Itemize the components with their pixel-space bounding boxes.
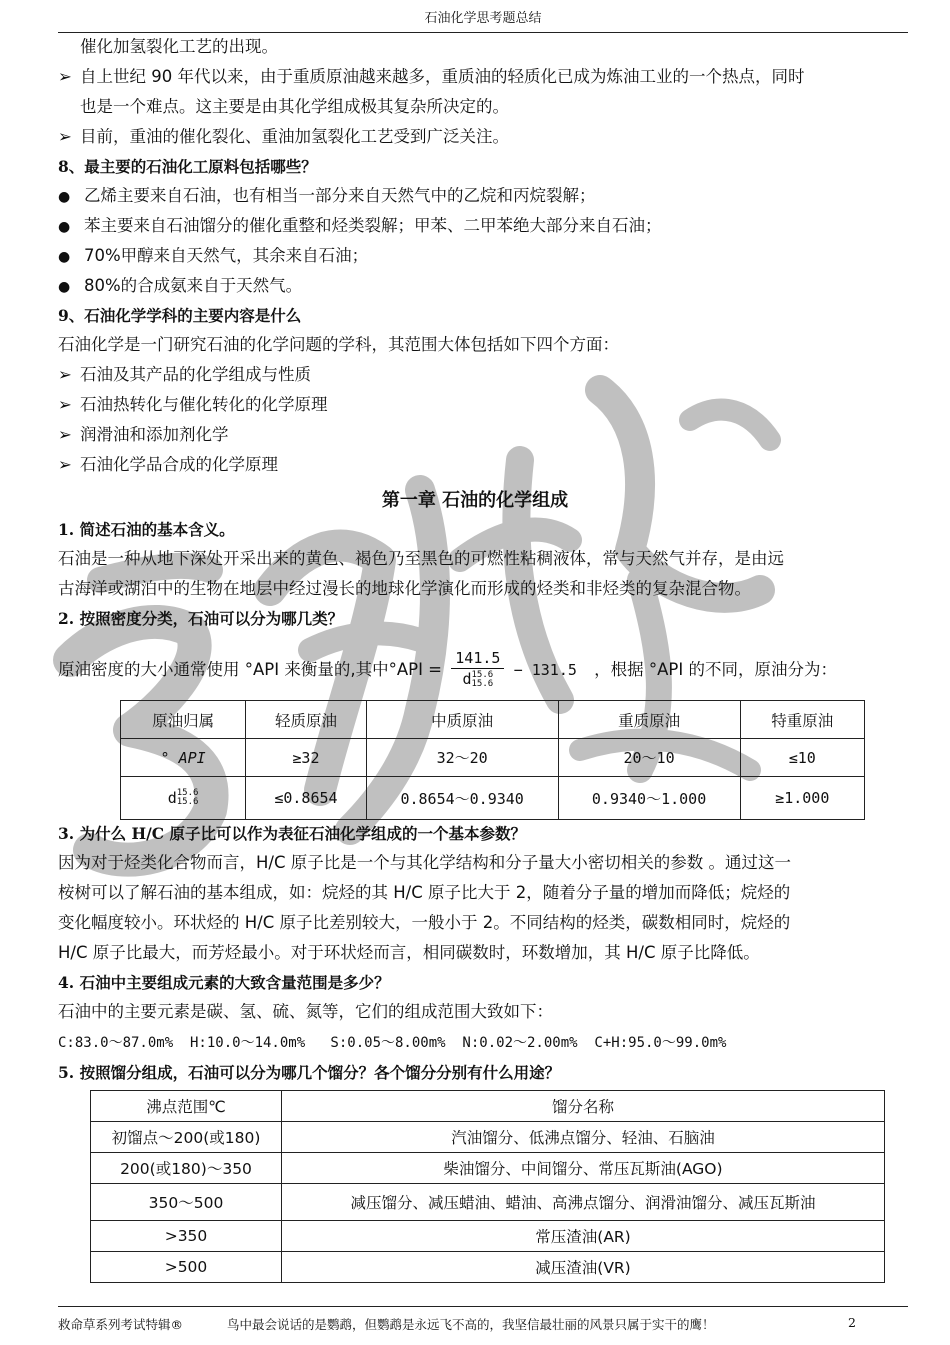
dot-item: ● 苯主要来自石油馏分的催化重整和烃类裂解；甲苯、二甲苯绝大部分来自石油；: [58, 215, 662, 238]
api-density-table: [120, 700, 865, 820]
arrow-bullet-icon: ➢: [58, 425, 72, 444]
bullet-item: ➢ 润滑油和添加剂化学: [58, 425, 229, 444]
arrow-bullet-icon: ➢: [58, 67, 72, 86]
paragraph: 石油是一种从地下深处开采出来的黄色、褐色乃至黑色的可燃性粘稠液体，常与天然气并存，是由远: [58, 549, 784, 568]
footer-motto: 鸟中最会说话的是鹦鹉，但鹦鹉是永远飞不高的，我坚信最壮丽的风景只属于实干的鹰！: [227, 1317, 715, 1332]
table-row: ° API ≥32 32～20 20～10 ≤10: [121, 739, 865, 777]
paragraph: 变化幅度较小。环状烃的 H/C 原子比差别较大，一般小于 2。不同结构的烃类，碳数相同时，烷烃的: [58, 913, 791, 932]
header-title: 石油化学思考题总结: [424, 11, 542, 26]
paragraph: 因为对于烃类化合物而言，H/C 原子比是一个与其化学结构和分子量大小密切相关的参数 。通过这一: [58, 853, 791, 872]
page-footer: [58, 1306, 908, 1333]
question-heading: 2. 按照密度分类，石油可以分为哪几类？: [58, 609, 344, 628]
footer-series: 救命草系列考试特辑®: [58, 1317, 184, 1332]
bullet-item: ➢ 目前，重油的催化裂化、重油加氢裂化工艺受到广泛关注。: [58, 127, 509, 146]
dot-bullet-icon: ●: [58, 219, 71, 235]
question-heading: 4. 石油中主要组成元素的大致含量范围是多少？: [58, 973, 390, 992]
dot-item: ● 乙烯主要来自石油，也有相当一部分来自天然气中的乙烷和丙烷裂解；: [58, 185, 596, 208]
chapter-title: 第一章 石油的化学组成: [381, 490, 569, 511]
dot-bullet-icon: ●: [58, 249, 71, 265]
bullet-item: ➢ 自上世纪 90 年代以来，由于重质原油越来越多，重质油的轻质化已成为炼油工业的一个热点，同时: [58, 67, 805, 86]
paragraph: H/C 原子比最大，而芳烃最小。对于环状烃而言，相同碳数时，环数增加，其 H/C 原子比降低。: [58, 943, 760, 962]
page-number: 2: [848, 1315, 856, 1330]
bullet-item: ➢ 石油及其产品的化学组成与性质: [58, 365, 311, 384]
arrow-bullet-icon: ➢: [58, 395, 72, 414]
fraction-table: [90, 1090, 885, 1283]
paragraph: 桉树可以了解石油的基本组成，如：烷烃的其 H/C 原子比大于 2，随着分子量的增加而降低；烷烃的: [58, 883, 791, 902]
arrow-bullet-icon: ➢: [58, 127, 72, 146]
bullet-item-continuation: 也是一个难点。这主要是由其化学组成极其复杂所决定的。: [80, 97, 509, 116]
element-ranges: C:83.0～87.0m% H:10.0～14.0m% S:0.05～8.00m% N:0.02～2.00m% C+H:95.0～99.0m%: [58, 1035, 727, 1051]
table-row: 200(或180)～350 柴油馏分、中间馏分、常压瓦斯油(AGO): [91, 1153, 885, 1184]
arrow-bullet-icon: ➢: [58, 455, 72, 474]
question-heading: 9、石油化学学科的主要内容是什么: [58, 306, 302, 325]
formula-numerator: 141.5: [451, 648, 504, 669]
dot-bullet-icon: ●: [58, 279, 71, 295]
dot-item: ● 70%甲醇来自天然气，其余来自石油；: [58, 245, 368, 268]
question-heading: 3. 为什么 H/C 原子比可以作为表征石油化学组成的一个基本参数？: [58, 824, 527, 843]
paragraph: 石油中的主要元素是碳、氢、硫、氮等，它们的组成范围大致如下：: [58, 1002, 553, 1021]
formula-denominator: d 15.6 15.6: [462, 669, 494, 689]
paragraph-continuation: 催化加氢裂化工艺的出现。: [80, 37, 278, 56]
table-row: 初馏点～200(或180) 汽油馏分、低沸点馏分、轻油、石脑油: [91, 1122, 885, 1153]
paragraph: 石油化学是一门研究石油的化学问题的学科，其范围大体包括如下四个方面：: [58, 335, 619, 354]
table-header-row: 原油归属 轻质原油 中质原油 重质原油 特重原油: [121, 701, 865, 739]
dot-bullet-icon: ●: [58, 189, 71, 205]
table-row: >350 常压渣油(AR): [91, 1221, 885, 1252]
table-row: >500 减压渣油(VR): [91, 1252, 885, 1283]
table-header-row: 沸点范围℃ 馏分名称: [91, 1091, 885, 1122]
question-heading: 8、最主要的石油化工原料包括哪些？: [58, 157, 317, 176]
table-row: d 15.6 15.6 ≤0.8654 0.8654～0.9340 0.9340～1.000 ≥1.000: [121, 777, 865, 820]
question-heading: 1. 简述石油的基本含义。: [58, 520, 235, 539]
paragraph: 古海洋或湖泊中的生物在地层中经过漫长的地球化学演化而形成的烃类和非烃类的复杂混合物。: [58, 579, 751, 598]
bullet-item: ➢ 石油热转化与催化转化的化学原理: [58, 395, 328, 414]
question-heading: 5. 按照馏分组成，石油可以分为哪几个馏分？各个馏分分别有什么用途？: [58, 1063, 561, 1082]
formula-fraction: [451, 648, 504, 689]
formula-line: 原油密度的大小通常使用 °API 来衡量的,其中°API = 141.5 d 15.6 15.6 − 131.5 ，根据 °API 的不同，原油分为：: [58, 649, 837, 689]
page-header: [58, 8, 908, 33]
table-row: 350～500 减压馏分、减压蜡油、蜡油、高沸点馏分、润滑油馏分、减压瓦斯油: [91, 1184, 885, 1221]
dot-item: ● 80%的合成氨来自于天然气。: [58, 275, 302, 298]
arrow-bullet-icon: ➢: [58, 365, 72, 384]
bullet-item: ➢ 石油化学品合成的化学原理: [58, 455, 278, 474]
